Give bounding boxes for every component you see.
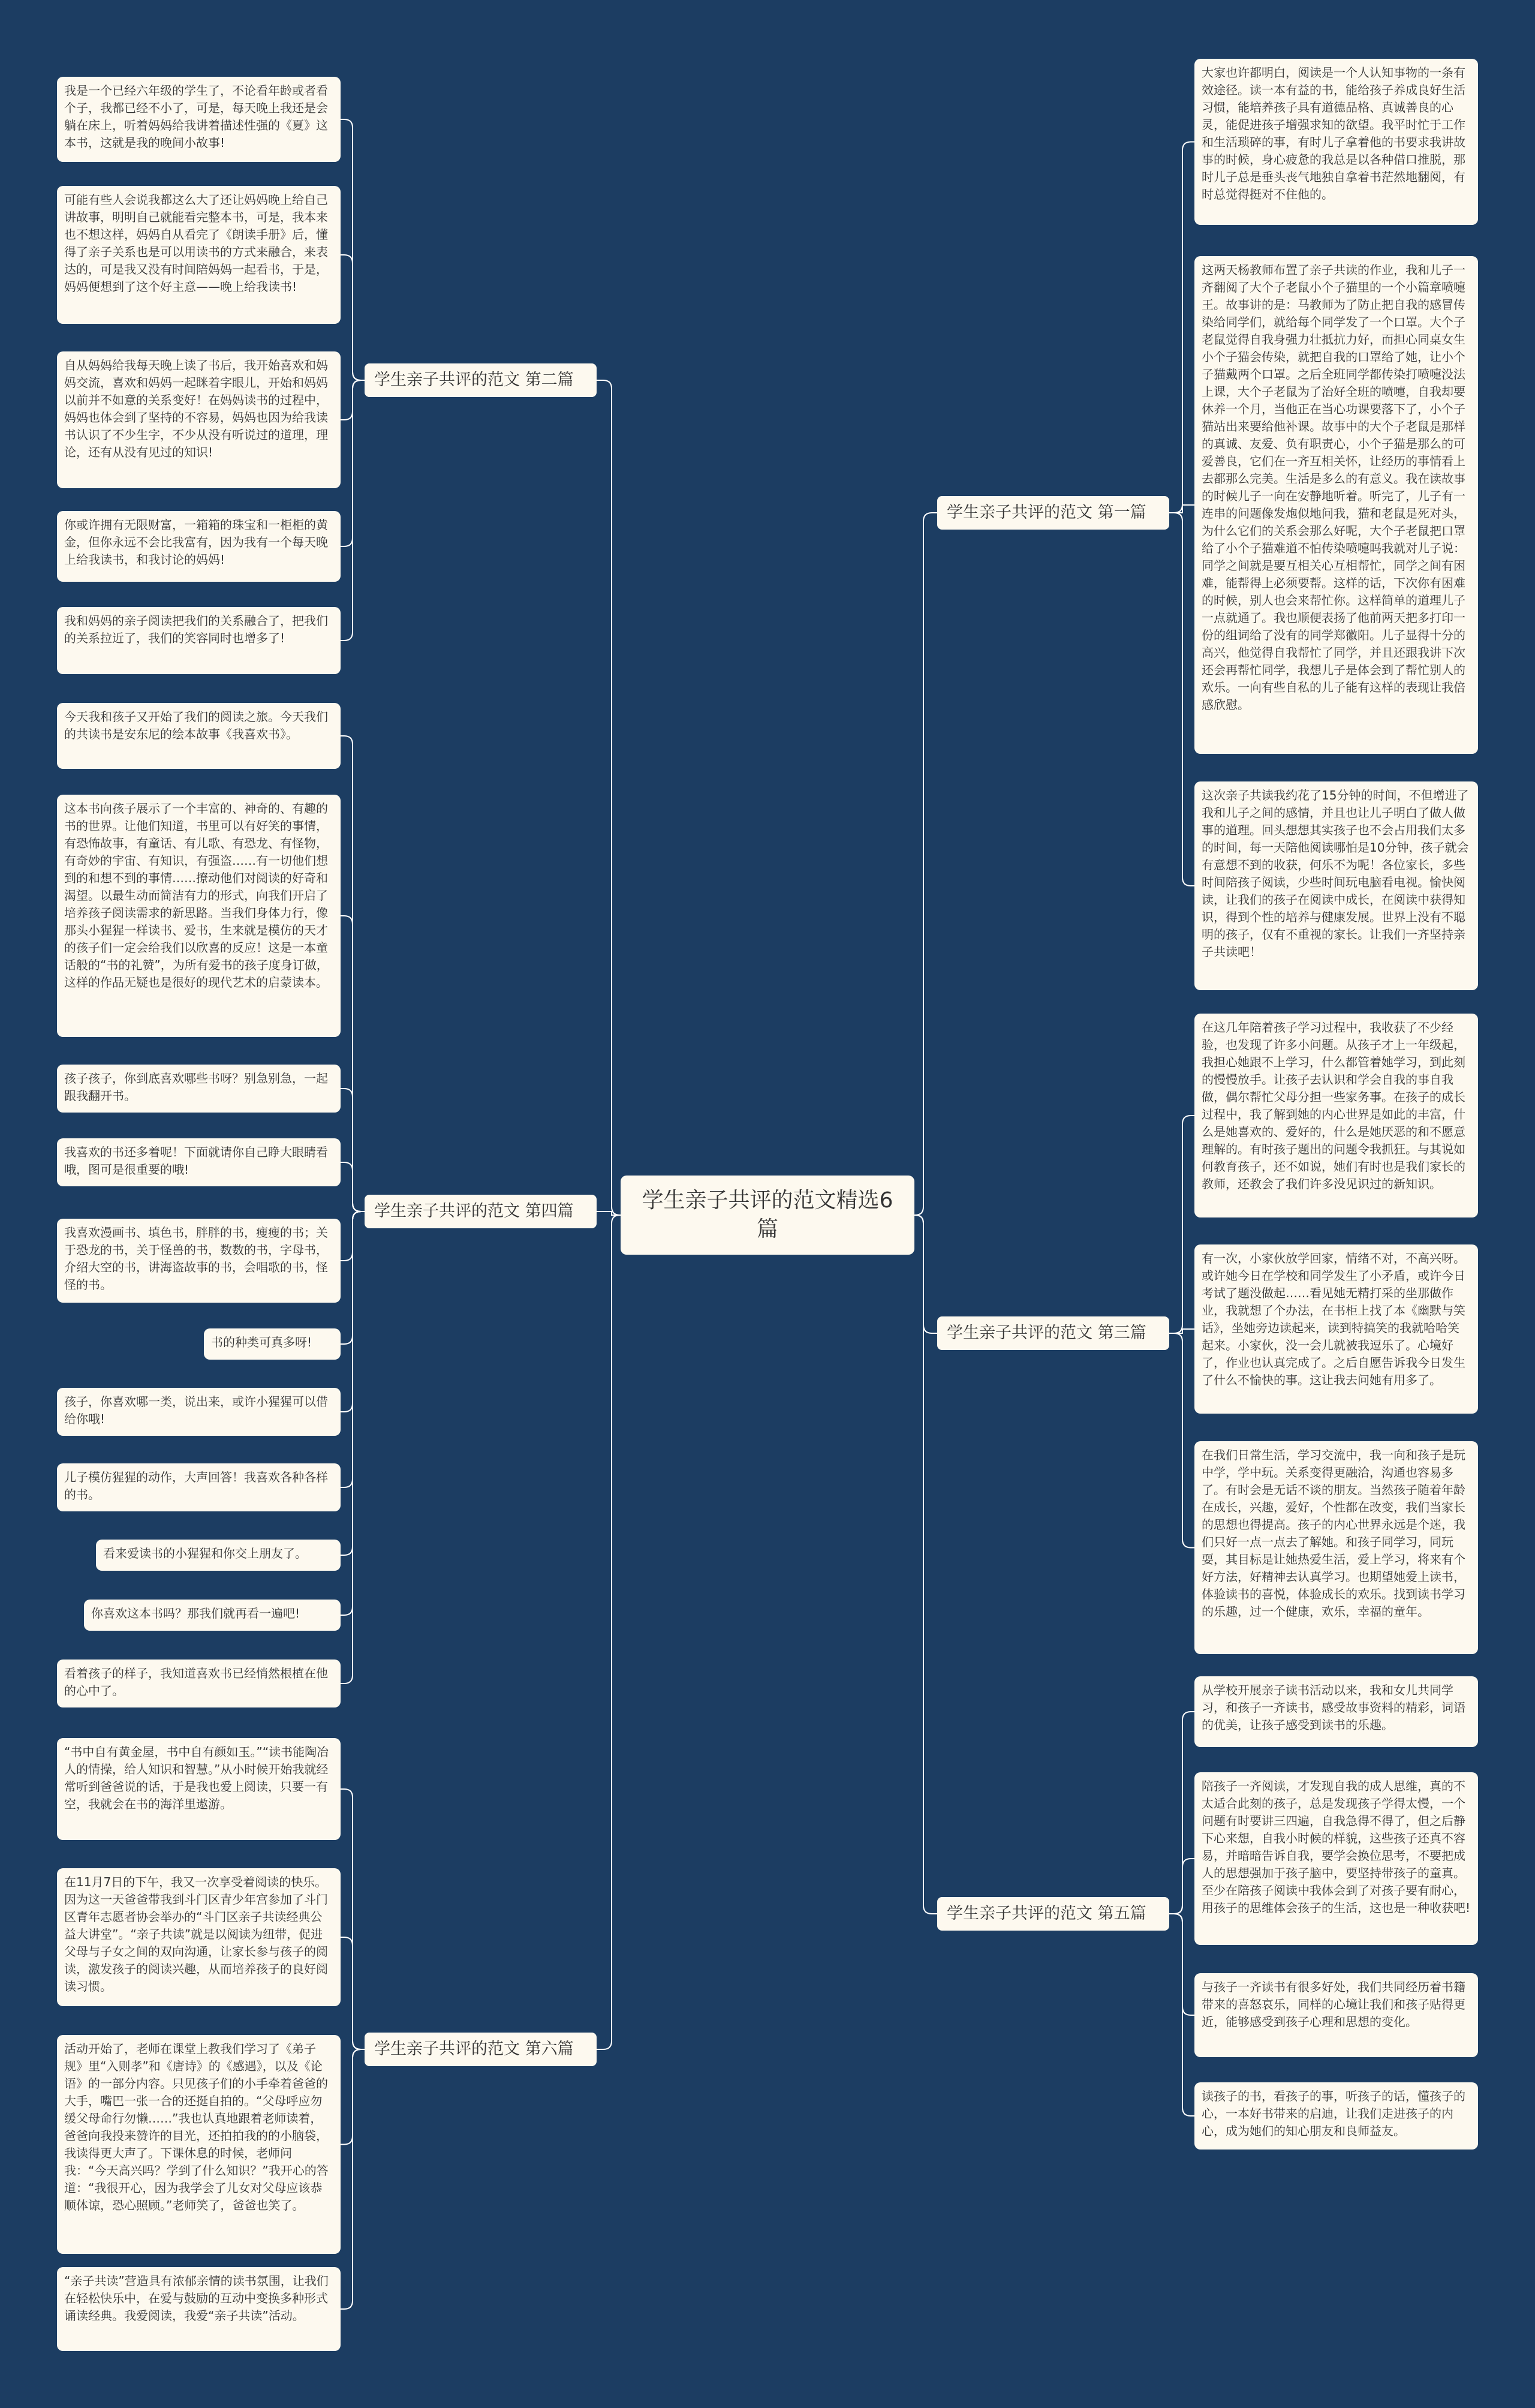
leaf-note[interactable]: 在11月7日的下午，我又一次享受着阅读的快乐。因为这一天爸爸带我到斗门区青少年宫参加了斗门区青年志愿者协会举办的“斗门区亲子共读经典公益大讲堂”。“亲子共读”就是以阅读为纽带，促进父母与子女之间的双向沟通，让家长参与孩子的阅读，激发孩子的阅读兴趣，从而培养孩子的良好阅读习惯。 bbox=[57, 1868, 341, 2006]
leaf-note[interactable]: 从学校开展亲子读书活动以来，我和女儿共同学习，和孩子一齐读书，感受故事资料的精彩，词语的优美，让孩子感受到读书的乐趣。 bbox=[1194, 1676, 1478, 1747]
branch-topic[interactable]: 学生亲子共评的范文 第一篇 bbox=[937, 496, 1169, 530]
leaf-note[interactable]: 孩子，你喜欢哪一类，说出来，或许小猩猩可以借给你哦! bbox=[57, 1388, 341, 1436]
leaf-note[interactable]: 自从妈妈给我每天晚上读了书后，我开始喜欢和妈妈交流，喜欢和妈妈一起眯着字眼儿，开始和妈妈以前并不如意的关系变好！在妈妈读书的过程中，妈妈也体会到了坚持的不容易，妈妈也因为给我读书认识了不少生字，不少从没有听说过的道理，理论，还有从没有见过的知识! bbox=[57, 351, 341, 488]
connector-line bbox=[341, 1162, 365, 1211]
leaf-note[interactable]: 你或许拥有无限财富，一箱箱的珠宝和一柜柜的黄金，但你永远不会比我富有，因为我有一个每天晚上给我读书，和我讨论的妈妈! bbox=[57, 511, 341, 582]
leaf-note[interactable]: 看来爱读书的小猩猩和你交上朋友了。 bbox=[96, 1540, 341, 1571]
branch-topic[interactable]: 学生亲子共评的范文 第三篇 bbox=[937, 1316, 1169, 1350]
leaf-note[interactable]: 我喜欢的书还多着呢！下面就请你自己睁大眼睛看哦，图可是很重要的哦! bbox=[57, 1138, 341, 1186]
leaf-note[interactable]: 你喜欢这本书吗？那我们就再看一遍吧! bbox=[84, 1600, 341, 1631]
leaf-note[interactable]: 我是一个已经六年级的学生了，不论看年龄或者看个子，我都已经不小了，可是，每天晚上我还是会躺在床上，听着妈妈给我讲着描述性强的《夏》这本书，这就是我的晚间小故事! bbox=[57, 77, 341, 162]
branch-topic[interactable]: 学生亲子共评的范文 第五篇 bbox=[937, 1897, 1169, 1931]
connector-line bbox=[1169, 513, 1194, 886]
root-topic[interactable]: 学生亲子共评的范文精选6篇 bbox=[621, 1176, 914, 1255]
leaf-note[interactable]: 看着孩子的样子，我知道喜欢书已经悄然根植在他的心中了。 bbox=[57, 1660, 341, 1707]
connector-line bbox=[914, 1215, 937, 1914]
leaf-note[interactable]: 这两天杨教师布置了亲子共读的作业，我和儿子一齐翻阅了大个子老鼠小个子猫里的一个小篇章喷嚏王。故事讲的是：马教师为了防止把自我的感冒传染给同学们，就给每个同学发了一个口罩。大个子老鼠觉得自我身强力壮抵抗力好，而担心同桌女生小个子猫会传染，就把自我的口罩给了她，让小个子猫戴两个口罩。之后全班同学都传染打喷嚏没法上课，大个子老鼠为了治好全班的喷嚏，自我却要休养一个月，当他正在当心功课要落下了，小个子猫站出来要给他补课。故事中的大个子老鼠是那样的真诚、友爱、负有职责心，小个子猫是那么的可爱善良，它们在一齐互相关怀，让经历的事情看上去都那么完美。生活是多么的有意义。我在读故事的时候儿子一向在安静地听着。听完了，儿子有一连串的问题像发炮似地问我，猫和老鼠是死对头，为什么它们的关系会那么好呢，大个子老鼠把口罩给了小个子猫难道不怕传染喷嚏吗我就对儿子说：同学之间就是要互相关心互相帮忙，同学之间有困难，能帮得上必须要帮。这样的话，下次你有困难的时候，别人也会来帮忙你。这样简单的道理儿子一点就通了。我也顺便表扬了他前两天把多打印一份的组词给了没有的同学郑徽阳。儿子显得十分的高兴，他觉得自我帮忙了同学，并且还跟我讲下次还会再帮忙同学，我想儿子是体会到了帮忙别人的欢乐。一向有些自私的儿子能有这样的表现让我倍感欣慰。 bbox=[1194, 256, 1478, 754]
connector-line bbox=[597, 1215, 621, 2049]
connector-line bbox=[597, 380, 621, 1215]
leaf-note[interactable]: 可能有些人会说我都这么大了还让妈妈晚上给自己讲故事，明明自己就能看完整本书，可是，我本来也不想这样，妈妈自从看完了《朗读手册》后，懂得了亲子关系也是可以用读书的方式来融合，来表达的，可是我又没有时间陪妈妈一起看书，于是，妈妈便想到了这个好主意——晚上给我读书! bbox=[57, 186, 341, 324]
connector-line bbox=[341, 2049, 365, 2309]
connector-line bbox=[1169, 1333, 1194, 1548]
leaf-note[interactable]: 这次亲子共读我约花了15分钟的时间，不但增进了我和儿子之间的感情，并且也让儿子明白了做人做事的道理。回头想想其实孩子也不会占用我们太多的时间，每一天陪他阅读哪怕是10分钟，孩子就会有意想不到的收获，何乐不为呢！各位家长，多些时间陪孩子阅读，少些时间玩电脑看电视。愉快阅读，让我们的孩子在阅读中成长，在阅读中获得知识，得到个性的培养与健康发展。世界上没有不聪明的孩子，仅有不重视的家长。让我们一齐坚持亲子共读吧！ bbox=[1194, 781, 1478, 990]
leaf-note[interactable]: “亲子共读”营造具有浓郁亲情的读书氛围，让我们在轻松快乐中，在爱与鼓励的互动中变换多种形式诵读经典。我爱阅读，我爱“亲子共读”活动。 bbox=[57, 2267, 341, 2351]
connector-line bbox=[914, 1215, 937, 1333]
leaf-note[interactable]: 孩子孩子，你到底喜欢哪些书呀？别急别急，一起跟我翻开书。 bbox=[57, 1065, 341, 1113]
connector-line bbox=[1169, 1116, 1194, 1333]
leaf-note[interactable]: 我和妈妈的亲子阅读把我们的关系融合了，把我们的关系拉近了，我们的笑容同时也增多了! bbox=[57, 607, 341, 674]
branch-topic[interactable]: 学生亲子共评的范文 第六篇 bbox=[365, 2033, 597, 2066]
branch-topic[interactable]: 学生亲子共评的范文 第四篇 bbox=[365, 1195, 597, 1228]
leaf-note[interactable]: 有一次，小家伙放学回家，情绪不对，不高兴呀。或许她今日在学校和同学发生了小矛盾，或许今日考试了题没做起……看见她无精打采的坐那做作业，我就想了个办法，在书柜上找了本《幽默与笑话》，坐她旁边读起来，读到特搞笑的我就哈哈笑起来。小家伙，没一会儿就被我逗乐了。心境好了，作业也认真完成了。之后自愿告诉我今日发生了什么不愉快的事。这让我去问她有用多了。 bbox=[1194, 1244, 1478, 1414]
connector-line bbox=[597, 1211, 621, 1215]
connector-line bbox=[341, 1937, 365, 2049]
leaf-note[interactable]: “书中自有黄金屋，书中自有颜如玉。”“读书能陶冶人的情操，给人知识和智慧。”从小时候开始我就经常听到爸爸说的话，于是我也爱上阅读，只要一有空，我就会在书的海洋里遨游。 bbox=[57, 1738, 341, 1840]
leaf-note[interactable]: 大家也许都明白，阅读是一个人认知事物的一条有效途径。读一本有益的书，能给孩子养成良好生活习惯，能培养孩子具有道德品格、真诚善良的心灵，能促进孩子增强求知的欲望。我平时忙于工作和生活琐碎的事，有时儿子拿着他的书要求我讲故事的时候，身心疲惫的我总是以各种借口推脱，那时儿子总是垂头丧气地独自拿着书茫然地翻阅，有时总觉得挺对不住他的。 bbox=[1194, 59, 1478, 225]
connector-line bbox=[341, 255, 365, 380]
connector-line bbox=[341, 1211, 365, 1684]
leaf-note[interactable]: 与孩子一齐读书有很多好处，我们共同经历着书籍带来的喜怒哀乐，同样的心境让我们和孩子贴得更近，能够感受到孩子心理和思想的变化。 bbox=[1194, 1973, 1478, 2057]
branch-topic[interactable]: 学生亲子共评的范文 第二篇 bbox=[365, 363, 597, 397]
leaf-note[interactable]: 今天我和孩子又开始了我们的阅读之旅。今天我们的共读书是安东尼的绘本故事《我喜欢书》。 bbox=[57, 703, 341, 769]
connector-line bbox=[914, 513, 937, 1215]
leaf-note[interactable]: 陪孩子一齐阅读，才发现自我的成人思维，真的不太适合此刻的孩子，总是发现孩子学得太慢，一个问题有时要讲三四遍，自我急得不得了，但之后静下心来想，自我小时候的样貌，这些孩子还真不容易，并暗暗告诉自我，要学会换位思考，不要把成人的思想强加于孩子脑中，要坚持带孩子的童真。至少在陪孩子阅读中我体会到了对孩子要有耐心，用孩子的思维体会孩子的生活，这也是一种收获吧! bbox=[1194, 1772, 1478, 1945]
leaf-note[interactable]: 活动开始了，老师在课堂上教我们学习了《弟子规》里“入则孝”和《唐诗》的《感遇》，以及《论语》的一部分内容。只见孩子们的小手牵着爸爸的大手，嘴巴一张一合的还挺自拍的。“父母呼应勿缓父母命行勿懒……”我也认真地跟着老师读着，爸爸向我投来赞许的目光，还拍拍我的的小脑袋，我读得更大声了。下课休息的时候，老师问我：“今天高兴吗？学到了什么知识？”我开心的答道：“我很开心，因为我学会了儿女对父母应该恭顺体谅，恐心照顾。”老师笑了，爸爸也笑了。 bbox=[57, 2035, 341, 2254]
leaf-note[interactable]: 在我们日常生活，学习交流中，我一向和孩子是玩中学，学中玩。关系变得更融洽，沟通也容易多了。有时会是无话不谈的朋友。当然孩子随着年龄在成长，兴趣，爱好，个性都在改变，我们当家长的思想也得提高。孩子的内心世界永远是个迷，我们只好一点一点去了解她。和孩子同学习，同玩耍，其目标是让她热爱生活，爱上学习，将来有个好方法，好精神去认真学习。也期望她爱上读书，体验读书的喜悦，体验成长的欢乐。找到读书学习的乐趣，过一个健康，欢乐，幸福的童年。 bbox=[1194, 1441, 1478, 1654]
connector-line bbox=[1169, 142, 1194, 513]
leaf-note[interactable]: 读孩子的书，看孩子的事，听孩子的话，懂孩子的心，一本好书带来的启迪，让我们走进孩子的内心，成为她们的知心朋友和良师益友。 bbox=[1194, 2082, 1478, 2150]
leaf-note[interactable]: 书的种类可真多呀! bbox=[204, 1328, 341, 1360]
connector-line bbox=[1169, 1329, 1194, 1333]
leaf-note[interactable]: 我喜欢漫画书、填色书，胖胖的书，瘦瘦的书；关于恐龙的书，关于怪兽的书，数数的书，字母书，介绍大空的书，讲海盗故事的书，会唱歌的书，怪怪的书。 bbox=[57, 1219, 341, 1303]
connector-line bbox=[1169, 505, 1194, 513]
leaf-note[interactable]: 在这几年陪着孩子学习过程中，我收获了不少经验，也发现了许多小问题。从孩子才上一年级起，我担心她跟不上学习，什么都管着她学习，到此刻的慢慢放手。让孩子去认识和学会自我的事自我做，偶尔帮忙父母分担一些家务事。在孩子的成长过程中，我了解到她的内心世界是如此的丰富，什么是她喜欢的、爱好的，什么是她厌恶的和不愿意理解的。有时孩子题出的问题令我抓狂。与其说如何教育孩子，还不如说，她们有时也是我们家长的教师，还教会了我们许多没见识过的新知识。 bbox=[1194, 1014, 1478, 1217]
leaf-note[interactable]: 儿子模仿猩猩的动作，大声回答！我喜欢各种各样的书。 bbox=[57, 1463, 341, 1511]
leaf-note[interactable]: 这本书向孩子展示了一个丰富的、神奇的、有趣的书的世界。让他们知道，书里可以有好笑的事情，有恐怖故事，有童话、有儿歌、有恐龙、有怪物，有奇妙的宇宙、有知识，有强盗……有一切他们想到的和想不到的事情……撩动他们对阅读的好奇和渴望。以最生动而简洁有力的形式，向我们开启了培养孩子阅读需求的新思路。当我们身体力行，像那头小猩猩一样读书、爱书，生来就是模仿的天才的孩子们一定会给我们以欣喜的反应！这是一本童话般的“书的礼赞”，为所有爱书的孩子度身订做，这样的作品无疑也是很好的现代艺术的启蒙读本。 bbox=[57, 795, 341, 1037]
